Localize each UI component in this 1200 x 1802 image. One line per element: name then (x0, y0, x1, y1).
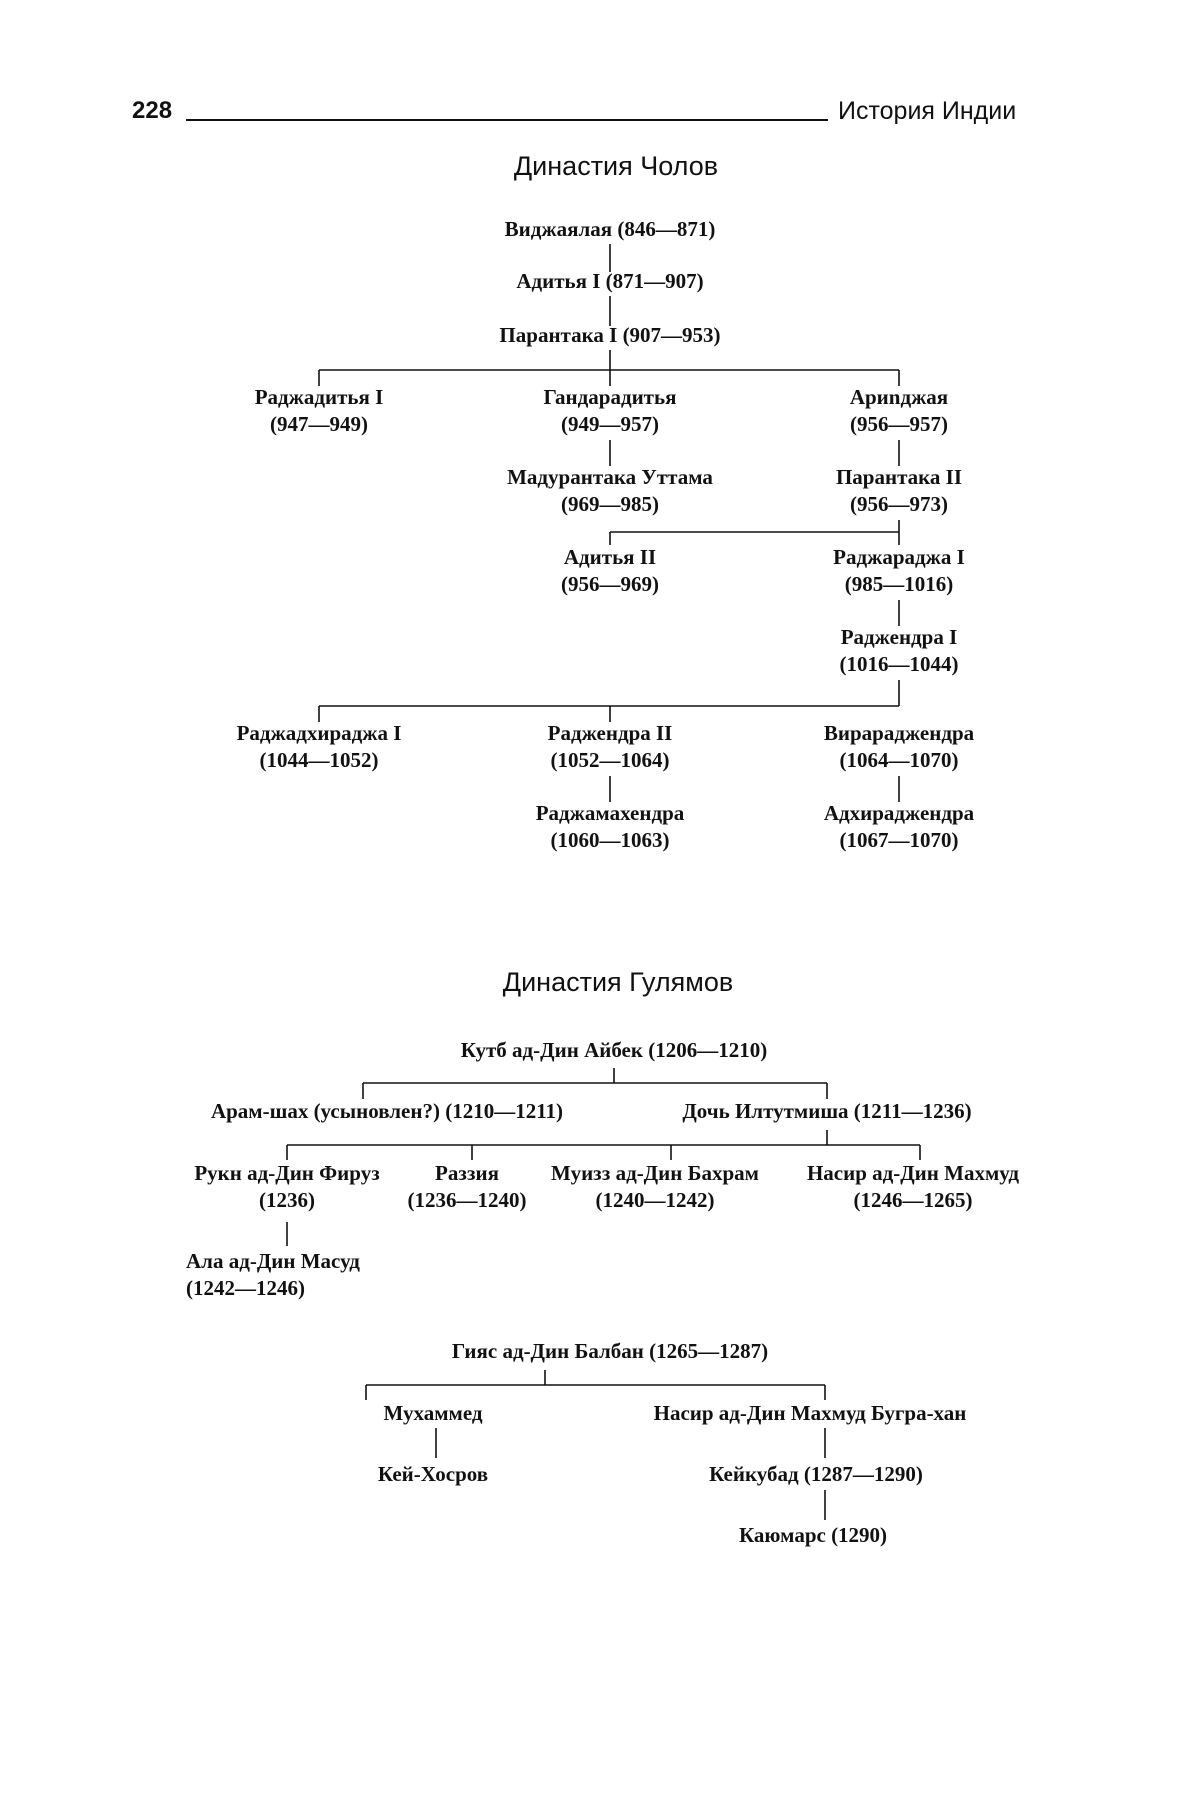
ghulam-balban: Гияс ад-Дин Балбан (1265—1287) (452, 1338, 768, 1365)
chola-adhirajendra (824, 800, 974, 854)
chola-rajendra-1 (840, 624, 959, 678)
person-name: Мадурантака Уттама (507, 464, 713, 491)
person-years: (1044—1052) (237, 747, 402, 774)
ghulam-muhammad: Мухаммед (383, 1400, 482, 1427)
ghulam-ala-masud (186, 1248, 360, 1302)
person-years: (1246—1265) (807, 1187, 1019, 1214)
chola-rajadhiraja (237, 720, 402, 774)
ghulam-dynasty-title: Династия Гулямов (503, 966, 733, 998)
chola-rajamahendra (536, 800, 685, 854)
page-number: 228 (132, 96, 172, 126)
person-years: (1236) (194, 1187, 379, 1214)
person-name: Раджадхираджа I (237, 720, 402, 747)
chola-rajendra-2 (548, 720, 673, 774)
person-years: (1240—1242) (551, 1187, 759, 1214)
person-years: (956—973) (836, 491, 962, 518)
person-name: Раджендра I (840, 624, 959, 651)
chola-aditya-2 (561, 544, 659, 598)
person-name: Адитья II (561, 544, 659, 571)
person-years: (947—949) (255, 411, 384, 438)
person-name: Вирараджендра (824, 720, 974, 747)
person-years: (956—969) (561, 571, 659, 598)
person-years: (956—957) (850, 411, 948, 438)
person-years: (1067—1070) (824, 827, 974, 854)
person-years: (1236—1240) (408, 1187, 527, 1214)
chola-gandaraditya (544, 384, 677, 438)
person-years: (1242—1246) (186, 1275, 360, 1302)
ghulam-bughra-khan: Насир ад-Дин Махмуд Бугра-хан (654, 1400, 967, 1427)
person-name: Раджараджа I (833, 544, 965, 571)
ghulam-nasir-mahmud (807, 1160, 1019, 1214)
chola-virarajendra (824, 720, 974, 774)
person-name: Ала ад-Дин Масуд (186, 1248, 360, 1275)
chola-parantaka-2 (836, 464, 962, 518)
chola-dynasty-title: Династия Чолов (514, 150, 718, 182)
chola-arinjaya (850, 384, 948, 438)
ghulam-qutb-aibak: Кутб ад-Дин Айбек (1206—1210) (461, 1037, 767, 1064)
chola-parantaka-1: Парантака I (907—953) (499, 322, 720, 349)
person-years: (1052—1064) (548, 747, 673, 774)
person-name: Раджадитья I (255, 384, 384, 411)
person-years: (969—985) (507, 491, 713, 518)
person-name: Насир ад-Дин Махмуд (807, 1160, 1019, 1187)
ghulam-rukn-firuz (194, 1160, 379, 1214)
person-name: Раззия (408, 1160, 527, 1187)
person-years: (1060—1063) (536, 827, 685, 854)
chola-madurantaka (507, 464, 713, 518)
person-name: Раджендра II (548, 720, 673, 747)
chola-rajaraja (833, 544, 965, 598)
person-years: (985—1016) (833, 571, 965, 598)
ghulam-muizz-bahram (551, 1160, 759, 1214)
person-name: Парантака II (836, 464, 962, 491)
person-name: Гандарадитья (544, 384, 677, 411)
ghulam-kaiqubad: Кейкубад (1287—1290) (709, 1461, 923, 1488)
ghulam-kayumars: Каюмарс (1290) (739, 1522, 887, 1549)
person-name: Адхираджендра (824, 800, 974, 827)
chola-aditya-1: Адитья I (871—907) (516, 268, 703, 295)
person-years: (1064—1070) (824, 747, 974, 774)
person-years: (1016—1044) (840, 651, 959, 678)
person-years: (949—957) (544, 411, 677, 438)
running-title: История Индии (838, 96, 1016, 126)
chola-rajaditya (255, 384, 384, 438)
ghulam-aram-shah: Арам-шах (усыновлен?) (1210—1211) (211, 1098, 563, 1125)
person-name: Рукн ад-Дин Фируз (194, 1160, 379, 1187)
ghulam-raziya (408, 1160, 527, 1214)
ghulam-iltutmish-daughter: Дочь Илтутмиша (1211—1236) (682, 1098, 971, 1125)
ghulam-kaikhusrau: Кей-Хосров (378, 1461, 488, 1488)
person-name: Ариnджая (850, 384, 948, 411)
person-name: Муизз ад-Дин Бахрам (551, 1160, 759, 1187)
chola-vijayalaya: Виджаялая (846—871) (505, 216, 716, 243)
person-name: Раджамахендра (536, 800, 685, 827)
header-rule (186, 119, 828, 121)
